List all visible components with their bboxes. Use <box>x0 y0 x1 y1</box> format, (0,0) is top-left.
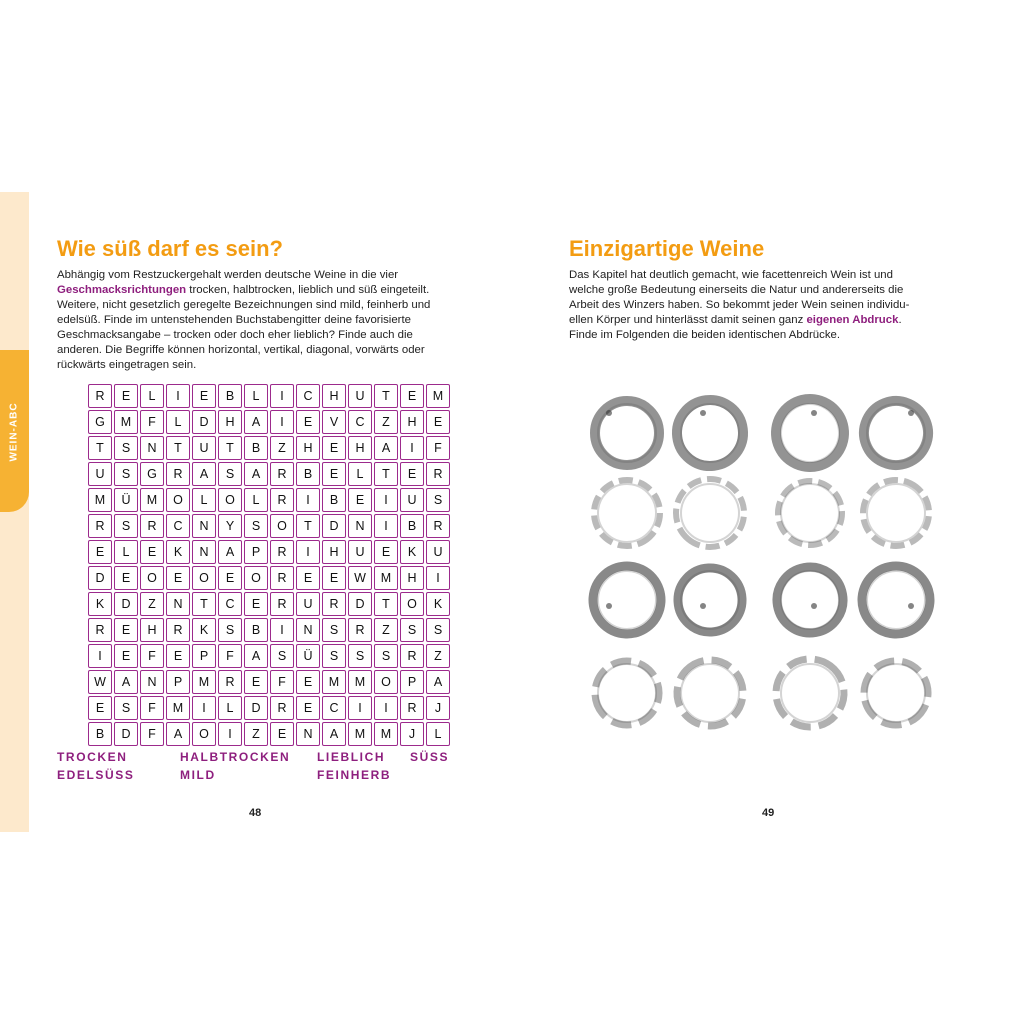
grid-cell: D <box>322 514 346 538</box>
grid-cell: S <box>114 462 138 486</box>
grid-cell: Z <box>270 436 294 460</box>
grid-cell: M <box>166 696 190 720</box>
grid-cell: R <box>270 462 294 486</box>
grid-cell: H <box>322 540 346 564</box>
grid-cell: S <box>114 436 138 460</box>
intro-line-1: Abhängig vom Restzuckergehalt werden deutsche Weine in die vier <box>57 269 399 281</box>
grid-cell: R <box>348 618 372 642</box>
grid-cell: O <box>270 514 294 538</box>
grid-cell: T <box>374 384 398 408</box>
grid-cell: A <box>426 670 450 694</box>
grid-cell: E <box>88 540 112 564</box>
grid-cell: K <box>192 618 216 642</box>
grid-cell: T <box>166 436 190 460</box>
grid-cell: K <box>88 592 112 616</box>
grid-cell: N <box>348 514 372 538</box>
grid-cell: G <box>88 410 112 434</box>
grid-cell: M <box>140 488 164 512</box>
grid-cell: Ü <box>114 488 138 512</box>
grid-cell: O <box>192 566 216 590</box>
grid-cell: M <box>114 410 138 434</box>
grid-cell: B <box>244 436 268 460</box>
text-line-4-end: . <box>898 314 902 326</box>
grid-cell: Z <box>374 618 398 642</box>
grid-cell: O <box>166 488 190 512</box>
grid-cell: E <box>140 540 164 564</box>
grid-cell: M <box>348 722 372 746</box>
grid-cell: L <box>426 722 450 746</box>
grid-cell: R <box>166 462 190 486</box>
grid-cell: L <box>140 384 164 408</box>
grid-cell: S <box>374 644 398 668</box>
grid-cell: E <box>296 566 320 590</box>
grid-cell: E <box>114 618 138 642</box>
grid-cell: K <box>400 540 424 564</box>
grid-cell: C <box>218 592 242 616</box>
grid-cell: B <box>244 618 268 642</box>
grid-cell: F <box>426 436 450 460</box>
grid-cell: W <box>348 566 372 590</box>
word-feinherb: FEINHERB <box>317 768 392 782</box>
grid-cell: B <box>218 384 242 408</box>
wine-stain-ring <box>579 645 675 741</box>
grid-cell: I <box>374 514 398 538</box>
grid-cell: H <box>218 410 242 434</box>
grid-cell: R <box>88 618 112 642</box>
grid-cell: Y <box>218 514 242 538</box>
grid-cell: U <box>400 488 424 512</box>
grid-cell: R <box>426 462 450 486</box>
grid-cell: A <box>192 462 216 486</box>
wine-stain-ring <box>762 645 858 741</box>
grid-cell: E <box>114 566 138 590</box>
grid-cell: A <box>166 722 190 746</box>
grid-cell: K <box>426 592 450 616</box>
grid-cell: D <box>348 592 372 616</box>
text-line-4-start: ellen Körper und hinterlässt damit seinen ganz <box>569 314 807 326</box>
text-line-3: Arbeit des Winzers haben. So bekommt jeder Wein seinen individu- <box>569 299 910 311</box>
wine-stain-ring <box>662 645 758 741</box>
grid-cell: A <box>244 410 268 434</box>
wine-stain-ring <box>579 552 675 648</box>
grid-cell: R <box>270 696 294 720</box>
grid-cell: I <box>374 488 398 512</box>
grid-cell: T <box>374 592 398 616</box>
grid-cell: H <box>322 384 346 408</box>
chapter-tab-label: WEIN-ABC <box>8 402 20 462</box>
highlight-eigenen-abdruck: eigenen Abdruck <box>806 314 899 326</box>
wine-stain-ring <box>662 465 758 561</box>
grid-cell: E <box>114 384 138 408</box>
grid-cell: Z <box>244 722 268 746</box>
grid-cell: R <box>140 514 164 538</box>
grid-cell: N <box>192 540 216 564</box>
grid-cell: Ü <box>296 644 320 668</box>
grid-cell: R <box>88 514 112 538</box>
grid-cell: O <box>140 566 164 590</box>
grid-cell: E <box>244 592 268 616</box>
grid-cell: I <box>400 436 424 460</box>
wine-stain-ring <box>579 465 675 561</box>
grid-cell: F <box>140 696 164 720</box>
grid-cell: W <box>88 670 112 694</box>
grid-cell: I <box>270 410 294 434</box>
grid-cell: I <box>192 696 216 720</box>
grid-cell: S <box>244 514 268 538</box>
grid-cell: S <box>218 462 242 486</box>
word-edelsuess: EDELSÜSS <box>57 768 135 782</box>
grid-cell: M <box>192 670 216 694</box>
page-number-left: 48 <box>249 807 262 819</box>
grid-cell: O <box>400 592 424 616</box>
wine-stain-ring <box>762 552 858 648</box>
grid-cell: F <box>140 410 164 434</box>
grid-cell: D <box>192 410 216 434</box>
grid-cell: L <box>114 540 138 564</box>
grid-cell: M <box>88 488 112 512</box>
grid-cell: E <box>322 566 346 590</box>
grid-cell: M <box>348 670 372 694</box>
grid-cell: I <box>166 384 190 408</box>
word-mild: MILD <box>180 768 216 782</box>
grid-cell: A <box>114 670 138 694</box>
grid-cell: H <box>400 410 424 434</box>
text-line-1: Das Kapitel hat deutlich gemacht, wie facettenreich Wein ist und <box>569 269 893 281</box>
grid-cell: E <box>322 462 346 486</box>
grid-cell: U <box>348 540 372 564</box>
grid-cell: I <box>270 618 294 642</box>
grid-cell: H <box>400 566 424 590</box>
side-band <box>0 192 29 832</box>
grid-cell: I <box>296 540 320 564</box>
word-lieblich: LIEBLICH <box>317 750 386 764</box>
grid-cell: S <box>400 618 424 642</box>
wine-stain-ring <box>848 552 944 648</box>
grid-cell: O <box>192 722 216 746</box>
wine-stain-ring <box>662 552 758 648</box>
grid-cell: S <box>348 644 372 668</box>
grid-cell: C <box>322 696 346 720</box>
grid-cell: E <box>166 566 190 590</box>
grid-cell: E <box>322 436 346 460</box>
grid-cell: R <box>270 566 294 590</box>
grid-cell: U <box>426 540 450 564</box>
grid-cell: E <box>270 722 294 746</box>
grid-cell: A <box>218 540 242 564</box>
grid-cell: T <box>218 436 242 460</box>
grid-cell: R <box>400 644 424 668</box>
intro-line-4: edelsüß. Finde im untenstehenden Buchstabengitter deine favorisierte <box>57 314 411 326</box>
intro-line-2-rest: trocken, halbtrocken, lieblich und süß eingeteilt. <box>186 284 430 296</box>
grid-cell: N <box>166 592 190 616</box>
grid-cell: E <box>166 644 190 668</box>
grid-cell: S <box>322 644 346 668</box>
wine-stain-ring <box>848 645 944 741</box>
grid-cell: R <box>426 514 450 538</box>
grid-cell: E <box>114 644 138 668</box>
grid-cell: B <box>296 462 320 486</box>
grid-cell: L <box>166 410 190 434</box>
grid-cell: A <box>244 462 268 486</box>
text-line-4 <box>569 313 969 328</box>
grid-cell: E <box>244 670 268 694</box>
grid-cell: D <box>114 722 138 746</box>
grid-cell: E <box>400 384 424 408</box>
grid-cell: F <box>140 644 164 668</box>
grid-cell: T <box>296 514 320 538</box>
right-page-title: Einzigartige Weine <box>569 236 765 261</box>
grid-cell: R <box>218 670 242 694</box>
grid-cell: I <box>374 696 398 720</box>
grid-cell: J <box>400 722 424 746</box>
wine-stain-ring <box>762 465 858 561</box>
grid-cell: D <box>114 592 138 616</box>
grid-cell: E <box>296 410 320 434</box>
grid-cell: I <box>270 384 294 408</box>
grid-cell: U <box>296 592 320 616</box>
grid-cell: S <box>426 618 450 642</box>
grid-cell: L <box>218 696 242 720</box>
grid-cell: C <box>296 384 320 408</box>
grid-cell: N <box>140 670 164 694</box>
grid-cell: Z <box>374 410 398 434</box>
grid-cell: P <box>192 644 216 668</box>
grid-cell: I <box>296 488 320 512</box>
grid-cell: E <box>88 696 112 720</box>
grid-cell: L <box>192 488 216 512</box>
grid-cell: G <box>140 462 164 486</box>
text-line-5: Finde im Folgenden die beiden identischen Abdrücke. <box>569 329 841 341</box>
highlight-geschmacksrichtungen: Geschmacksrichtungen <box>57 284 187 296</box>
grid-cell: U <box>88 462 112 486</box>
left-page-intro <box>57 268 477 373</box>
grid-cell: Z <box>426 644 450 668</box>
grid-cell: E <box>296 696 320 720</box>
grid-cell: M <box>426 384 450 408</box>
grid-cell: E <box>192 384 216 408</box>
intro-line-5: Geschmacksangabe – trocken oder doch eher lieblich? Finde auch die <box>57 329 413 341</box>
grid-cell: B <box>322 488 346 512</box>
grid-cell: O <box>374 670 398 694</box>
grid-cell: Z <box>140 592 164 616</box>
grid-cell: R <box>166 618 190 642</box>
grid-cell: F <box>270 670 294 694</box>
intro-line-2 <box>57 283 477 298</box>
grid-cell: I <box>348 696 372 720</box>
grid-cell: I <box>88 644 112 668</box>
grid-cell: R <box>270 592 294 616</box>
grid-cell: M <box>374 566 398 590</box>
grid-cell: D <box>244 696 268 720</box>
grid-cell: P <box>166 670 190 694</box>
intro-line-7: rückwärts eingetragen sein. <box>57 359 197 371</box>
word-trocken: TROCKEN <box>57 750 128 764</box>
word-suess: SÜSS <box>410 750 450 764</box>
grid-cell: E <box>218 566 242 590</box>
grid-cell: N <box>296 618 320 642</box>
grid-cell: E <box>426 410 450 434</box>
grid-cell: U <box>192 436 216 460</box>
grid-cell: O <box>244 566 268 590</box>
right-page-text <box>569 268 969 343</box>
grid-cell: N <box>140 436 164 460</box>
grid-cell: B <box>88 722 112 746</box>
grid-cell: R <box>270 540 294 564</box>
grid-cell: F <box>140 722 164 746</box>
grid-cell: N <box>296 722 320 746</box>
page-number-right: 49 <box>762 807 775 819</box>
grid-cell: A <box>244 644 268 668</box>
grid-cell: B <box>400 514 424 538</box>
grid-cell: O <box>218 488 242 512</box>
grid-cell: V <box>322 410 346 434</box>
grid-cell: I <box>426 566 450 590</box>
grid-cell: N <box>192 514 216 538</box>
grid-cell: A <box>322 722 346 746</box>
grid-cell: S <box>426 488 450 512</box>
grid-cell: I <box>218 722 242 746</box>
grid-cell: C <box>348 410 372 434</box>
grid-cell: S <box>114 696 138 720</box>
grid-cell: R <box>270 488 294 512</box>
grid-cell: E <box>400 462 424 486</box>
grid-cell: L <box>244 384 268 408</box>
grid-cell: T <box>374 462 398 486</box>
grid-cell: L <box>244 488 268 512</box>
grid-cell: E <box>296 670 320 694</box>
grid-cell: S <box>322 618 346 642</box>
grid-cell: P <box>400 670 424 694</box>
grid-cell: F <box>218 644 242 668</box>
grid-cell: M <box>322 670 346 694</box>
grid-cell: M <box>374 722 398 746</box>
grid-cell: L <box>348 462 372 486</box>
grid-cell: A <box>374 436 398 460</box>
grid-cell: H <box>296 436 320 460</box>
text-line-2: welche große Bedeutung einerseits die Natur und andererseits die <box>569 284 904 296</box>
grid-cell: C <box>166 514 190 538</box>
intro-line-6: anderen. Die Begriffe können horizontal, vertikal, diagonal, vorwärts oder <box>57 344 425 356</box>
word-search-grid <box>88 384 450 746</box>
grid-cell: U <box>348 384 372 408</box>
grid-cell: P <box>244 540 268 564</box>
grid-cell: S <box>270 644 294 668</box>
grid-cell: E <box>348 488 372 512</box>
grid-cell: S <box>114 514 138 538</box>
grid-cell: S <box>218 618 242 642</box>
intro-line-3: Weitere, nicht gesetzlich geregelte Bezeichnungen sind mild, feinherb und <box>57 299 431 311</box>
grid-cell: H <box>140 618 164 642</box>
grid-cell: T <box>88 436 112 460</box>
left-page-title: Wie süß darf es sein? <box>57 236 283 261</box>
grid-cell: R <box>88 384 112 408</box>
grid-cell: D <box>88 566 112 590</box>
grid-cell: H <box>348 436 372 460</box>
wine-stain-ring <box>848 465 944 561</box>
grid-cell: R <box>400 696 424 720</box>
grid-cell: T <box>192 592 216 616</box>
grid-cell: K <box>166 540 190 564</box>
word-halbtrocken: HALBTROCKEN <box>180 750 291 764</box>
grid-cell: E <box>374 540 398 564</box>
grid-cell: J <box>426 696 450 720</box>
grid-cell: R <box>322 592 346 616</box>
